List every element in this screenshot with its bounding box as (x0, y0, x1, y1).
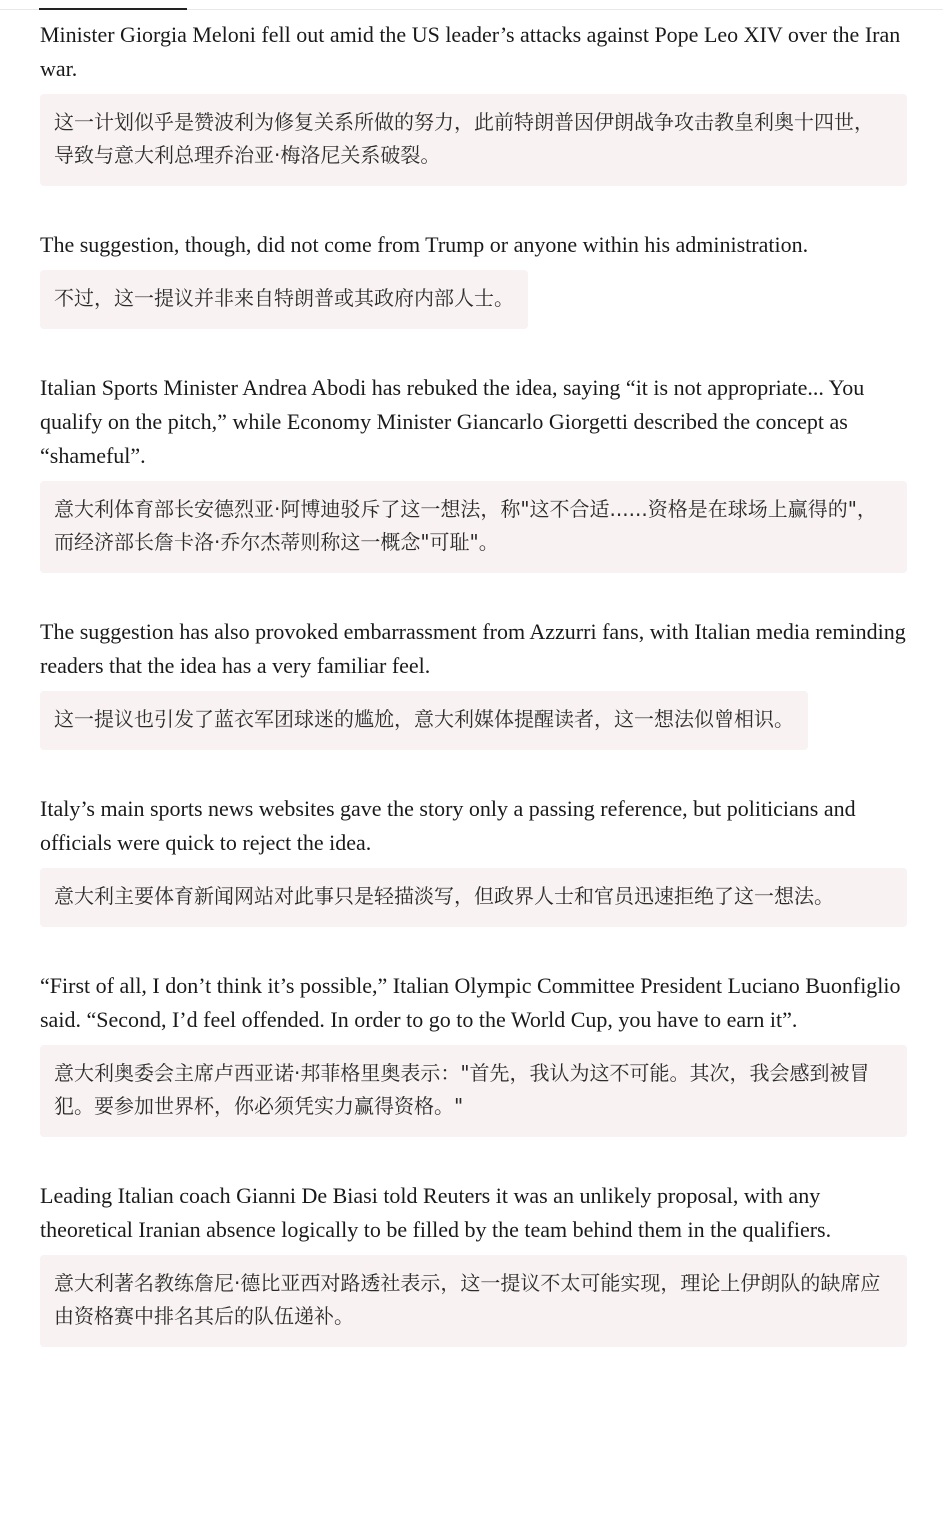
paragraph-pair (40, 18, 908, 186)
paragraph-pair (40, 969, 908, 1137)
english-paragraph: Italian Sports Minister Andrea Abodi has rebuked the idea, saying “it is not appropriate... You qualify on the pitch,” while Economy Minister Giancarlo Giorgetti described the concept as “shameful”. (40, 375, 865, 468)
paragraph-pair (40, 1179, 908, 1347)
english-paragraph: Leading Italian coach Gianni De Biasi told Reuters it was an unlikely proposal, with any theoretical Iranian absence logically to be filled by the team behind them in the qualifiers. (40, 1183, 832, 1242)
chinese-translation: 这一计划似乎是赞波利为修复关系所做的努力，此前特朗普因伊朗战争攻击教皇利奥十四世，导致与意大利总理乔治亚·梅洛尼关系破裂。 (40, 94, 907, 186)
article-body (40, 18, 908, 1389)
paragraph-pair (40, 228, 908, 329)
english-paragraph: The suggestion, though, did not come from Trump or anyone within his administration. (40, 232, 809, 257)
chinese-translation: 意大利著名教练詹尼·德比亚西对路透社表示，这一提议不太可能实现，理论上伊朗队的缺席应由资格赛中排名其后的队伍递补。 (40, 1255, 907, 1347)
chinese-translation: 这一提议也引发了蓝衣军团球迷的尴尬，意大利媒体提醒读者，这一想法似曾相识。 (40, 691, 808, 750)
paragraph-pair (40, 615, 908, 750)
paragraph-pair (40, 371, 908, 573)
progress-indicator (39, 8, 187, 10)
chinese-translation: 意大利奥委会主席卢西亚诺·邦菲格里奥表示："首先，我认为这不可能。其次，我会感到被冒犯。要参加世界杯，你必须凭实力赢得资格。" (40, 1045, 907, 1137)
english-paragraph: “First of all, I don’t think it’s possible,” Italian Olympic Committee President Luciano Buonfiglio said. “Second, I’d feel offended. In order to go to the World Cup, you have to earn it”. (40, 973, 901, 1032)
english-paragraph: Minister Giorgia Meloni fell out amid the US leader’s attacks against Pope Leo XIV over the Iran war. (40, 22, 901, 81)
chinese-translation: 意大利主要体育新闻网站对此事只是轻描淡写，但政界人士和官员迅速拒绝了这一想法。 (40, 868, 907, 927)
chinese-translation: 意大利体育部长安德烈亚·阿博迪驳斥了这一想法，称"这不合适......资格是在球场上赢得的"，而经济部长詹卡洛·乔尔杰蒂则称这一概念"可耻"。 (40, 481, 907, 573)
english-paragraph: The suggestion has also provoked embarrassment from Azzurri fans, with Italian media reminding readers that the idea has a very familiar feel. (40, 619, 906, 678)
english-paragraph: Italy’s main sports news websites gave the story only a passing reference, but politicians and officials were quick to reject the idea. (40, 796, 856, 855)
paragraph-pair (40, 792, 908, 927)
chinese-translation: 不过，这一提议并非来自特朗普或其政府内部人士。 (40, 270, 528, 329)
